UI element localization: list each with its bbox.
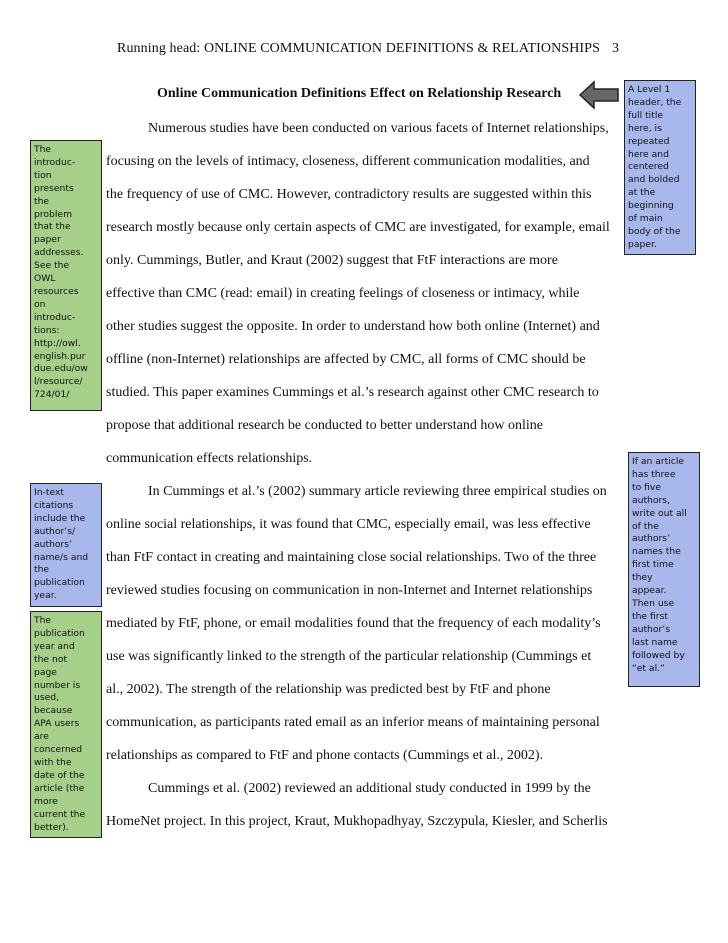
note-line: publication [34, 577, 85, 589]
body-line: offline (non-Internet) relationships are affected by CMC, all forms of CMC should be [106, 352, 586, 367]
note-line: and bolded [628, 174, 680, 186]
body-line: relationships as compared to FtF and phone contacts (Cummings et al., 2002). [106, 748, 544, 763]
note-line: In-text [34, 487, 64, 498]
note-line: introduc- [34, 311, 76, 323]
note-line: year and [34, 640, 75, 652]
body-line: focusing on the levels of intimacy, closeness, different communication modalities, and [106, 154, 590, 169]
note-line: english.pur [34, 350, 86, 362]
note-line: name/s and [34, 551, 89, 563]
note-line: paper. [628, 238, 657, 250]
note-line: paper [34, 234, 61, 246]
body-line: communication effects relationships. [106, 451, 313, 466]
note-line: here, is [628, 122, 662, 134]
body-line: online social relationships, it was found that CMC, especially email, was less effective [106, 517, 591, 532]
note-line: the [34, 195, 50, 207]
note-line: introduc- [34, 156, 76, 168]
note-line: presents [34, 182, 74, 194]
note-line: date of the [34, 769, 85, 781]
note-line: If an article [632, 456, 685, 467]
note-line: l/resource/ [34, 376, 83, 388]
note-line: that the [34, 221, 71, 233]
note-line: due.edu/ow [34, 363, 88, 375]
note-line: beginning [628, 200, 674, 212]
note-line: names the [632, 546, 681, 558]
body-line: Numerous studies have been conducted on various facets of Internet relationships, [148, 121, 609, 136]
note-line: the [34, 564, 50, 576]
note-line: The [34, 615, 52, 626]
body-line: HomeNet project. In this project, Kraut, Mukhopadhyay, Szczypula, Kiesler, and Scherlis [106, 814, 608, 829]
note-line: repeated [628, 135, 670, 147]
note-line: with the [34, 756, 72, 768]
note-line: they [632, 572, 653, 584]
note-line: the first [632, 610, 668, 622]
note-line: last name [632, 636, 678, 648]
body-line: other studies suggest the opposite. In order to understand how both online (Internet) and [106, 319, 600, 334]
note-line: here and [628, 148, 669, 160]
body-line: the frequency of use of CMC. However, contradictory results are suggested within this [106, 187, 592, 202]
note-line: full title [628, 109, 664, 121]
note-line: appear. [632, 585, 667, 597]
note-line: year. [34, 590, 57, 602]
note-line: APA users [34, 718, 80, 730]
note-line: the not [34, 653, 68, 665]
body-line: al., 2002). The strength of the relationship was predicted best by FtF and phone [106, 682, 551, 697]
note-line: publication [34, 627, 85, 639]
left-arrow-icon [578, 80, 620, 110]
body-line: studied. This paper examines Cummings et al.’s research against other CMC research to [106, 385, 599, 400]
note-line: resources [34, 285, 79, 297]
note-line: tion [34, 169, 52, 181]
note-line: include the [34, 512, 86, 524]
body-line: reviewed studies focusing on communication in non-Internet and Internet relationships [106, 583, 593, 598]
note-line: The [34, 144, 52, 155]
body-line: In Cummings et al.’s (2002) summary article reviewing three empirical studies on [148, 484, 607, 499]
note-line: authors, [632, 494, 670, 506]
note-line: tions: [34, 324, 60, 336]
annotation-introduction [30, 140, 102, 411]
note-line: number is [34, 679, 81, 691]
body-line: Cummings et al. (2002) reviewed an additional study conducted in 1999 by the [148, 781, 591, 796]
annotation-in-text-citations [30, 483, 102, 607]
note-line: followed by [632, 649, 685, 661]
note-line: are [34, 731, 49, 743]
note-line: to five [632, 481, 662, 493]
note-line: OWL [34, 273, 56, 285]
body-line: effective than CMC (read: email) in creating feelings of closeness or intimacy, while [106, 286, 580, 301]
paper-title: Online Communication Definitions Effect on Relationship Research [157, 86, 562, 101]
note-line: first time [632, 559, 674, 571]
note-line: on [34, 298, 46, 310]
note-line: http://owl. [34, 337, 81, 349]
note-line: authors’ [632, 533, 670, 545]
running-head: Running head: ONLINE COMMUNICATION DEFINITIONS & RELATIONSHIPS [117, 41, 600, 56]
note-line: write out all [632, 507, 687, 519]
note-line: body of the [628, 225, 681, 237]
body-line: research mostly because only certain aspects of CMC are investigated, for example, email [106, 220, 610, 235]
note-line: current the [34, 808, 86, 820]
body-line: communication, as participants rated email as an inferior means of maintaining personal [106, 715, 600, 730]
note-line: author’s/ [34, 525, 76, 537]
body-line: propose that additional research be conducted to better understand how online [106, 418, 543, 433]
note-line: header, the [628, 96, 682, 108]
annotation-level1-header [624, 80, 696, 255]
note-line: Then use [632, 597, 675, 609]
note-line: addresses. [34, 247, 84, 259]
note-line: “et al.” [632, 662, 665, 674]
note-line: page [34, 666, 57, 678]
note-line: 724/01/ [34, 389, 70, 401]
body-line: mediated by FtF, phone, or email modalities found that the frequency of each modality’s [106, 616, 601, 631]
body-line: only. Cummings, Butler, and Kraut (2002) suggest that FtF interactions are more [106, 253, 558, 268]
annotation-publication-year [30, 611, 102, 838]
note-line: used, [34, 692, 60, 704]
note-line: better). [34, 821, 69, 833]
note-line: of main [628, 213, 663, 225]
note-line: article (the [34, 782, 85, 794]
note-line: authors’ [34, 538, 72, 550]
note-line: because [34, 705, 73, 717]
annotation-three-to-five-authors [628, 452, 700, 687]
note-line: A Level 1 [628, 84, 671, 95]
note-line: citations [34, 499, 74, 511]
body-line: use was significantly linked to the strength of the particular relationship (Cummings et [106, 649, 592, 664]
note-line: more [34, 795, 58, 807]
note-line: problem [34, 208, 73, 220]
note-line: centered [628, 161, 669, 173]
note-line: of the [632, 520, 659, 532]
note-line: at the [628, 187, 656, 199]
note-line: has three [632, 468, 676, 480]
note-line: concerned [34, 744, 83, 756]
body-line: than FtF contact in creating and maintaining close social relationships. Two of the three [106, 550, 597, 565]
note-line: See the [34, 260, 70, 272]
page-number: 3 [612, 41, 619, 56]
note-line: author’s [632, 623, 670, 635]
